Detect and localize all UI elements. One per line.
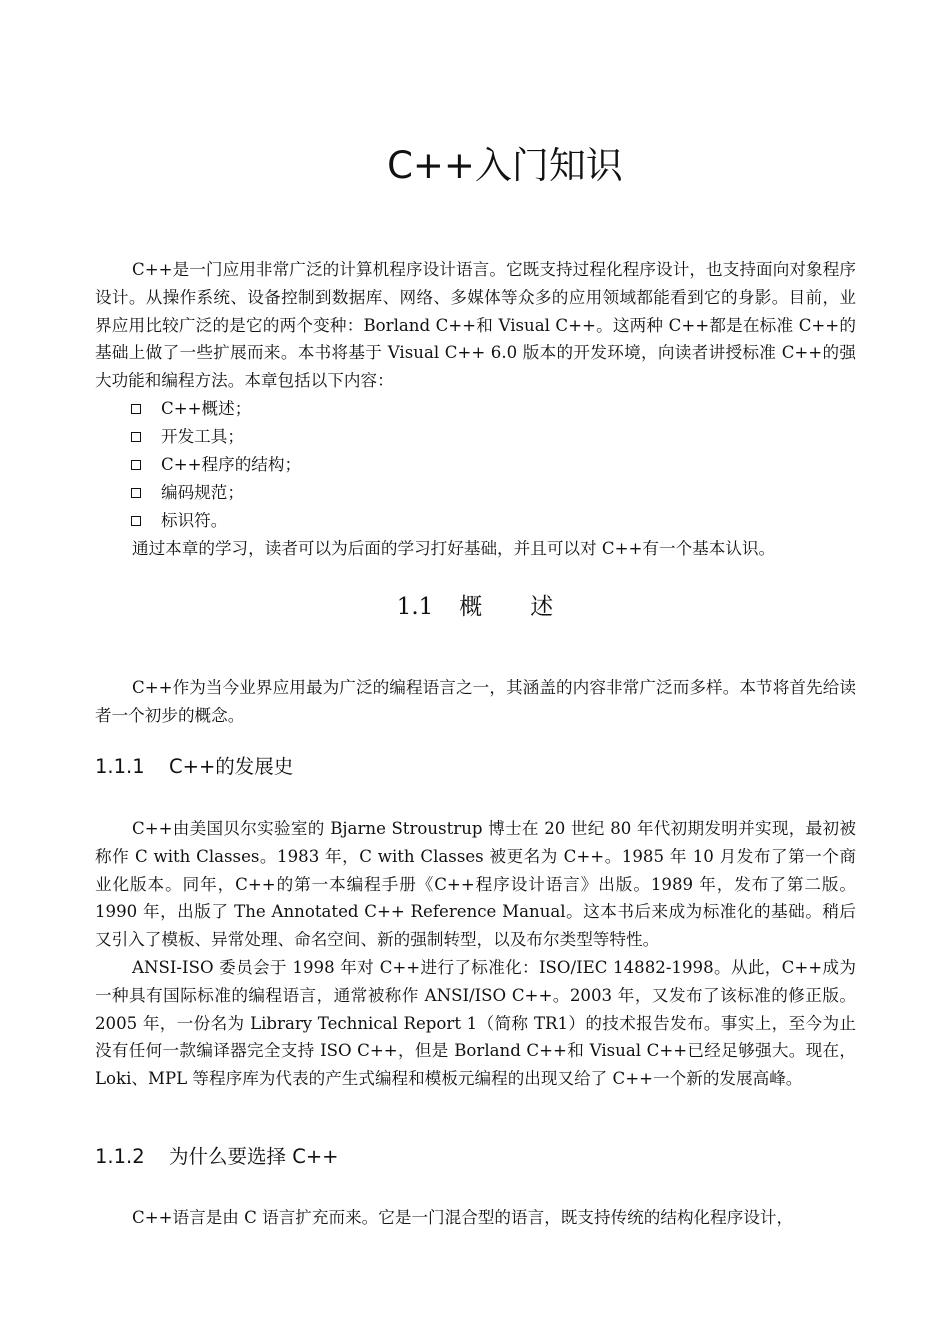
section-title-part1: 概	[459, 594, 483, 620]
subsection-title-text: 为什么要选择 C++	[169, 1145, 339, 1168]
chapter-title: C++入门知识	[387, 144, 623, 187]
subsection-number: 1.1.1	[95, 755, 145, 778]
history-paragraph-2: ANSI-ISO 委员会于 1998 年对 C++进行了标准化：ISO/IEC 14882-1998。从此，C++成为一种具有国际标准的编程语言，通常被称作 ANSI/ISO C++。2003 年，又发布了该标准的修正版。2005 年，一份名为 Library Technical Report 1（简称 TR1）的技术报告发布。事实上，至今为止没有任何一款编译器完全支持 ISO C++，但是 Borland C++和 Visual C++已经足够强大。现在，Loki、MPL 等程序库为代表的产生式编程和模板元编程的出现又给了 C++一个新的发展高峰。	[95, 958, 856, 1089]
section-title	[0, 590, 950, 624]
checkbox-bullet-icon	[131, 516, 141, 526]
subsection-title	[95, 752, 293, 782]
subsection-number: 1.1.2	[95, 1145, 145, 1168]
list-item: 标识符。	[131, 507, 301, 535]
list-item: 开发工具；	[131, 423, 301, 451]
subsection-title	[95, 1142, 339, 1172]
why-cpp-paragraph: C++语言是由 C 语言扩充而来。它是一门混合型的语言，既支持传统的结构化程序设计，	[132, 1208, 794, 1227]
chapter-intro-paragraph: C++是一门应用非常广泛的计算机程序设计语言。它既支持过程化程序设计，也支持面向对象程序设计。从操作系统、设备控制到数据库、网络、多媒体等众多的应用领域都能看到它的身影。目前，业界应用比较广泛的是它的两个变种：Borland C++和 Visual C++。这两种 C++都是在标准 C++的基础上做了一些扩展而来。本书将基于 Visual C++ 6.0 版本的开发环境，向读者讲授标准 C++的强大功能和编程方法。本章包括以下内容：	[95, 260, 856, 391]
checkbox-bullet-icon	[131, 488, 141, 498]
checkbox-bullet-icon	[131, 404, 141, 414]
checkbox-bullet-icon	[131, 432, 141, 442]
checkbox-bullet-icon	[131, 460, 141, 470]
list-item: C++程序的结构；	[131, 451, 301, 479]
section-number: 1.1	[396, 594, 434, 620]
section-title-part2: 述	[530, 594, 554, 620]
chapter-outro-paragraph: 通过本章的学习，读者可以为后面的学习打好基础，并且可以对 C++有一个基本认识。	[132, 539, 776, 558]
section-intro-paragraph: C++作为当今业界应用最为广泛的编程语言之一，其涵盖的内容非常广泛而多样。本节将首先给读者一个初步的概念。	[95, 678, 856, 725]
list-item: C++概述；	[131, 395, 301, 423]
subsection-title-text: C++的发展史	[169, 755, 294, 778]
list-item: 编码规范；	[131, 479, 301, 507]
history-paragraph-1: C++由美国贝尔实验室的 Bjarne Stroustrup 博士在 20 世纪 80 年代初期发明并实现，最初被称作 C with Classes。1983 年，C with Classes 被更名为 C++。1985 年 10 月发布了第一个商业化版本。同年，C++的第一本编程手册《C++程序设计语言》出版。1989 年，发布了第二版。1990 年，出版了 The Annotated C++ Reference Manual。这本书后来成为标准化的基础。稍后又引入了模板、异常处理、命名空间、新的强制转型，以及布尔类型等特性。	[95, 819, 856, 950]
chapter-contents-list	[131, 395, 301, 535]
